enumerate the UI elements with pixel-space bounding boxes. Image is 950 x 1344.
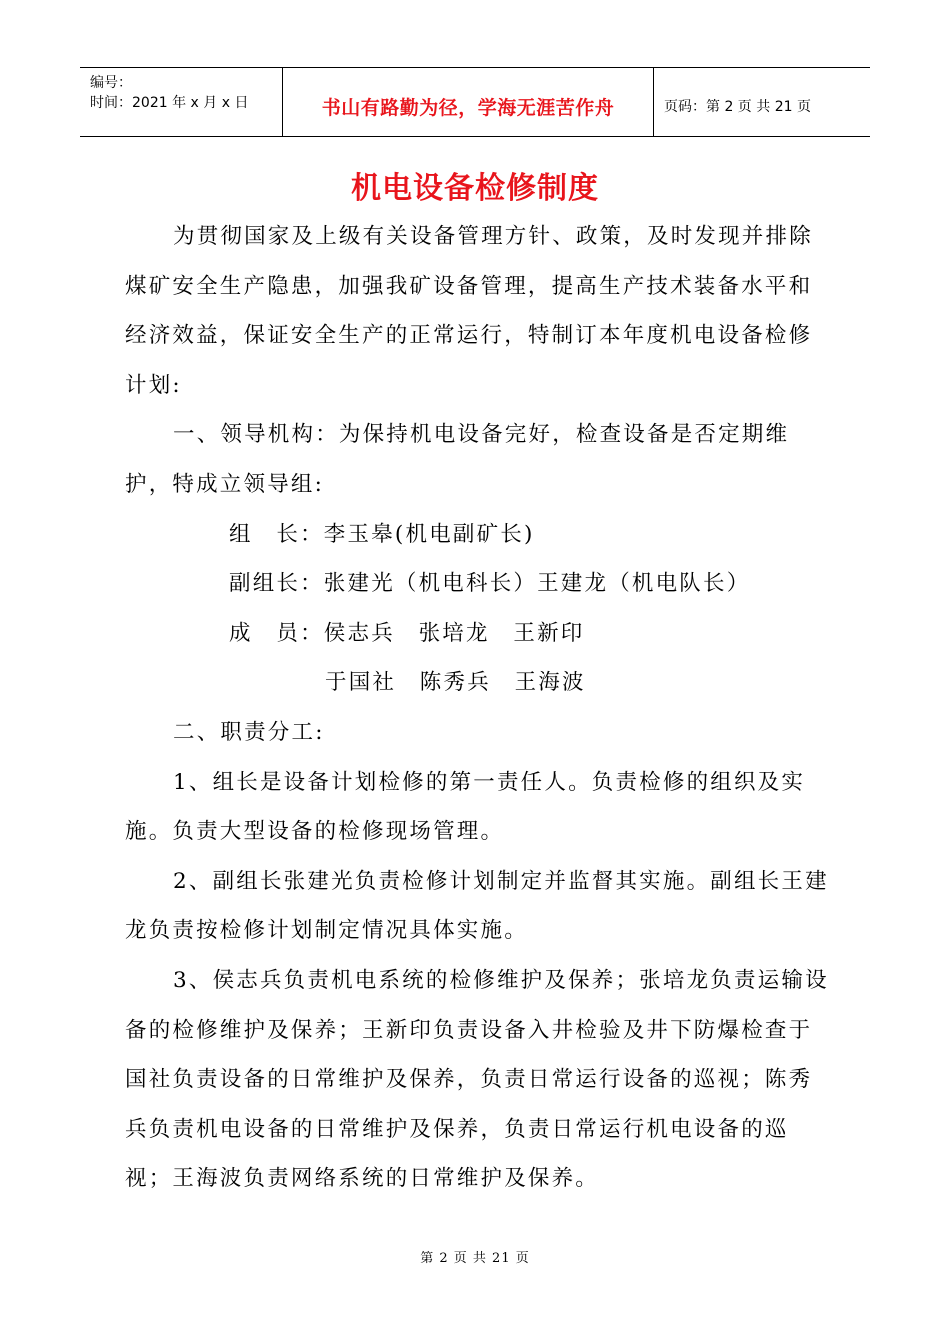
page-header [80, 67, 870, 137]
header-motto: 书山有路勤为径，学海无涯苦作舟 [321, 96, 615, 119]
header-meta [80, 68, 282, 136]
members-line-2: 于国社 陈秀兵 王海波 [325, 670, 586, 696]
document-body [125, 212, 835, 1204]
leader-line: 组 长：李玉皋(机电副矿长) [229, 521, 535, 547]
duty-paragraph-3: 3、侯志兵负责机电系统的检修维护及保养；张培龙负责运输设备的检修维护及保养；王新印负责设备入井检验及井下防爆检查于国社负责设备的日常维护及保养，负责日常运行设备的巡视；陈秀兵负责机电设备的日常维护及保养，负责日常运行机电设备的巡视；王海波负责网络系统的日常维护及保养。 [125, 967, 829, 1192]
header-motto-cell [282, 68, 654, 136]
document-number-label: 编号： [90, 75, 132, 91]
duty-paragraph-1: 1、组长是设备计划检修的第一责任人。负责检修的组织及实施。负责大型设备的检修现场管理。 [125, 769, 806, 845]
deputy-line: 副组长：张建光（机电科长）王建龙（机电队长） [229, 571, 751, 597]
header-page-number: 页码：第 2 页 共 21 页 [664, 99, 811, 115]
duty-paragraph-2: 2、副组长张建光负责检修计划制定并监督其实施。副组长王建龙负责按检修计划制定情况具体实施。 [125, 868, 829, 944]
section-leadership-heading: 一、领导机构：为保持机电设备完好，检查设备是否定期维护，特成立领导组: [125, 422, 790, 497]
document-title: 机电设备检修制度 [351, 171, 599, 206]
page-footer: 第 2 页 共 21 页 [420, 1251, 530, 1266]
document-date-label: 时间：2021 年 x 月 x 日 [90, 95, 249, 111]
section-duties-heading: 二、职责分工: [173, 719, 325, 745]
header-page-cell [654, 68, 870, 136]
intro-paragraph: 为贯彻国家及上级有关设备管理方针、政策，及时发现并排除煤矿安全生产隐患，加强我矿设备管理，提高生产技术装备水平和经济效益，保证安全生产的正常运行，特制订本年度机电设备检修计划: [125, 224, 813, 398]
members-line-1: 成 员：侯志兵 张培龙 王新印 [229, 620, 585, 646]
